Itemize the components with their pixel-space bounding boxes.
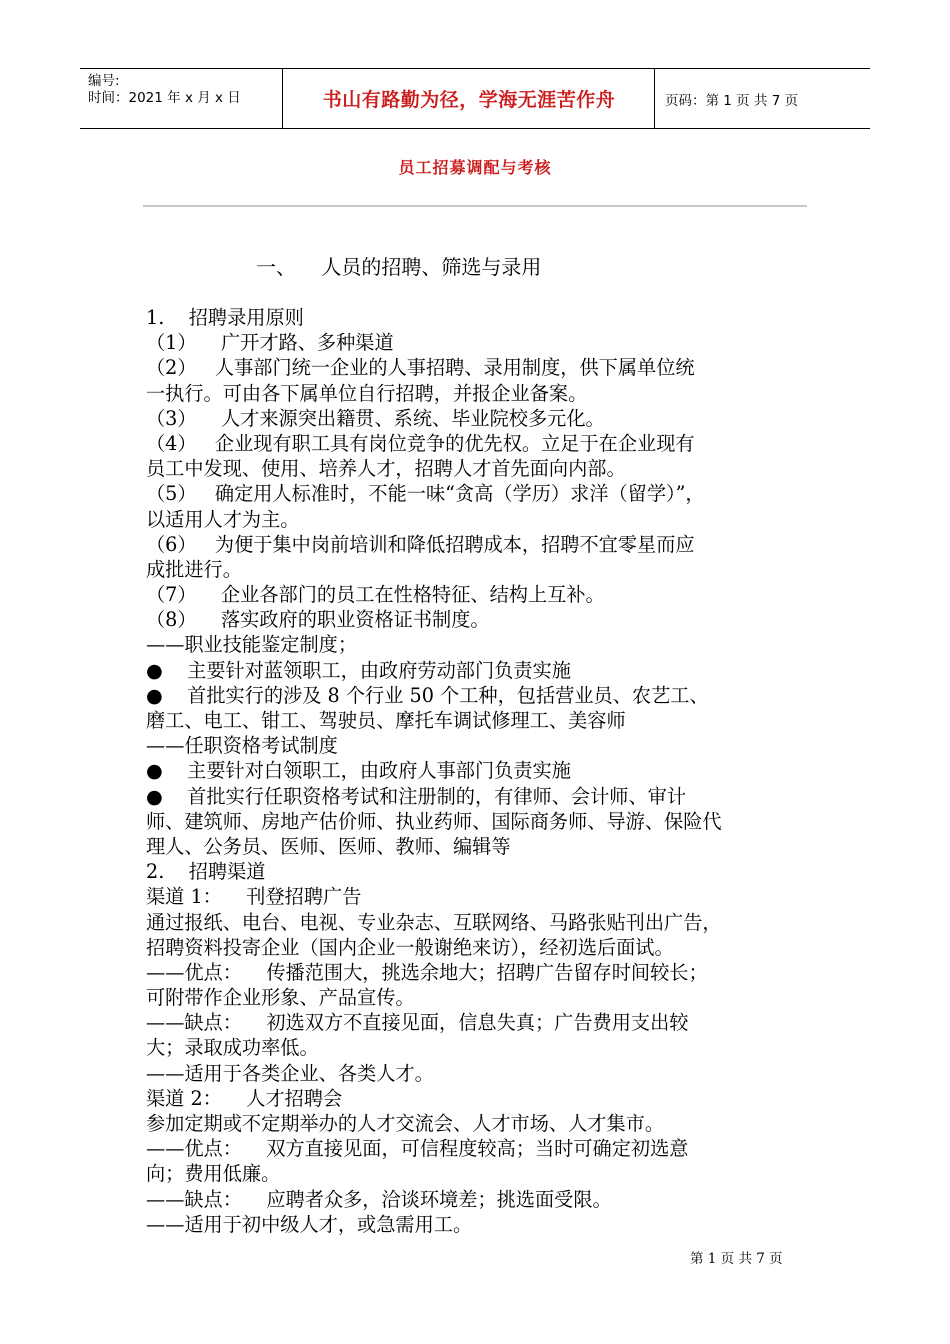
body-line: 向；费用低廉。: [146, 1162, 281, 1186]
body-line: 渠道 1： 刊登招聘广告: [146, 885, 362, 909]
body-line: ——优点： 传播范围大，挑选余地大；招聘广告留存时间较长；: [146, 960, 708, 984]
body-line: （5） 确定用人标准时，不能一味“贪高（学历）求洋（留学）”，: [146, 482, 705, 506]
body-line: （6） 为便于集中岗前培训和降低招聘成本，招聘不宜零星而应: [146, 532, 695, 556]
body-line: ● 首批实行任职资格考试和注册制的，有律师、会计师、审计: [146, 784, 687, 808]
body-line: ——任职资格考试制度: [146, 734, 338, 758]
body-line: 大；录取成功率低。: [146, 1036, 319, 1060]
body-line: ● 首批实行的涉及 8 个行业 50 个工种，包括营业员、农艺工、: [146, 683, 709, 707]
body-line: ● 主要针对白领职工，由政府人事部门负责实施: [146, 759, 571, 783]
body-line: 员工中发现、使用、培养人才，招聘人才首先面向内部。: [146, 457, 626, 481]
body-line: （1） 广开才路、多种渠道: [146, 331, 394, 355]
body-line: 可附带作企业形象、产品宣传。: [146, 986, 415, 1010]
document-body: [146, 305, 814, 1237]
body-line: 招聘资料投寄企业（国内企业一般谢绝来访），经初选后面试。: [146, 935, 674, 959]
body-line: ——缺点： 初选双方不直接见面，信息失真；广告费用支出较: [146, 1011, 689, 1035]
body-line: 2. 招聘渠道: [146, 860, 266, 884]
body-line: ——适用于初中级人才，或急需用工。: [146, 1212, 473, 1236]
body-line: 通过报纸、电台、电视、专业杂志、互联网络、马路张贴刊出广告，: [146, 910, 722, 934]
body-line: （2） 人事部门统一企业的人事招聘、录用制度，供下属单位统: [146, 356, 695, 380]
body-line: 师、建筑师、房地产估价师、执业药师、国际商务师、导游、保险代: [146, 809, 722, 833]
body-line: 理人、公务员、医师、医师、教师、编辑等: [146, 834, 511, 858]
section-heading: 一、 人员的招聘、筛选与录用: [256, 255, 542, 279]
time-label: 时间：2021 年 x 月 x 日: [88, 90, 241, 106]
body-line: ——职业技能鉴定制度；: [146, 633, 358, 657]
body-line: ——优点： 双方直接见面，可信程度较高；当时可确定初选意: [146, 1137, 689, 1161]
body-line: （8） 落实政府的职业资格证书制度。: [146, 608, 490, 632]
document-title: 员工招募调配与考核: [398, 158, 552, 177]
body-line: 成批进行。: [146, 557, 242, 581]
body-line: ● 主要针对蓝领职工，由政府劳动部门负责实施: [146, 658, 571, 682]
body-line: 以适用人才为主。: [146, 507, 300, 531]
body-line: ——适用于各类企业、各类人才。: [146, 1061, 434, 1085]
title-divider: [143, 205, 807, 207]
doc-number-label: 编号:: [88, 73, 120, 89]
header-motto: 书山有路勤为径，学海无涯苦作舟: [322, 89, 616, 111]
body-line: ——缺点： 应聘者众多，洽谈环境差；挑选面受限。: [146, 1187, 612, 1211]
page-header: [80, 68, 870, 129]
body-line: 参加定期或不定期举办的人才交流会、人才市场、人才集市。: [146, 1112, 665, 1135]
header-page-number: 页码：第 1 页 共 7 页: [665, 92, 799, 109]
header-meta: [88, 73, 288, 107]
body-line: 渠道 2： 人才招聘会: [146, 1086, 343, 1110]
body-line: 一执行。可由各下属单位自行招聘，并报企业备案。: [146, 381, 588, 405]
body-line: （4） 企业现有职工具有岗位竞争的优先权。立足于在企业现有: [146, 431, 695, 455]
body-line: 1. 招聘录用原则: [146, 306, 304, 329]
footer-page-number: 第 1 页 共 7 页: [690, 1251, 783, 1267]
body-line: （7） 企业各部门的员工在性格特征、结构上互补。: [146, 583, 605, 607]
body-line: （3） 人才来源突出籍贯、系统、毕业院校多元化。: [146, 406, 605, 430]
body-line: 磨工、电工、钳工、驾驶员、摩托车调试修理工、美容师: [146, 709, 626, 732]
